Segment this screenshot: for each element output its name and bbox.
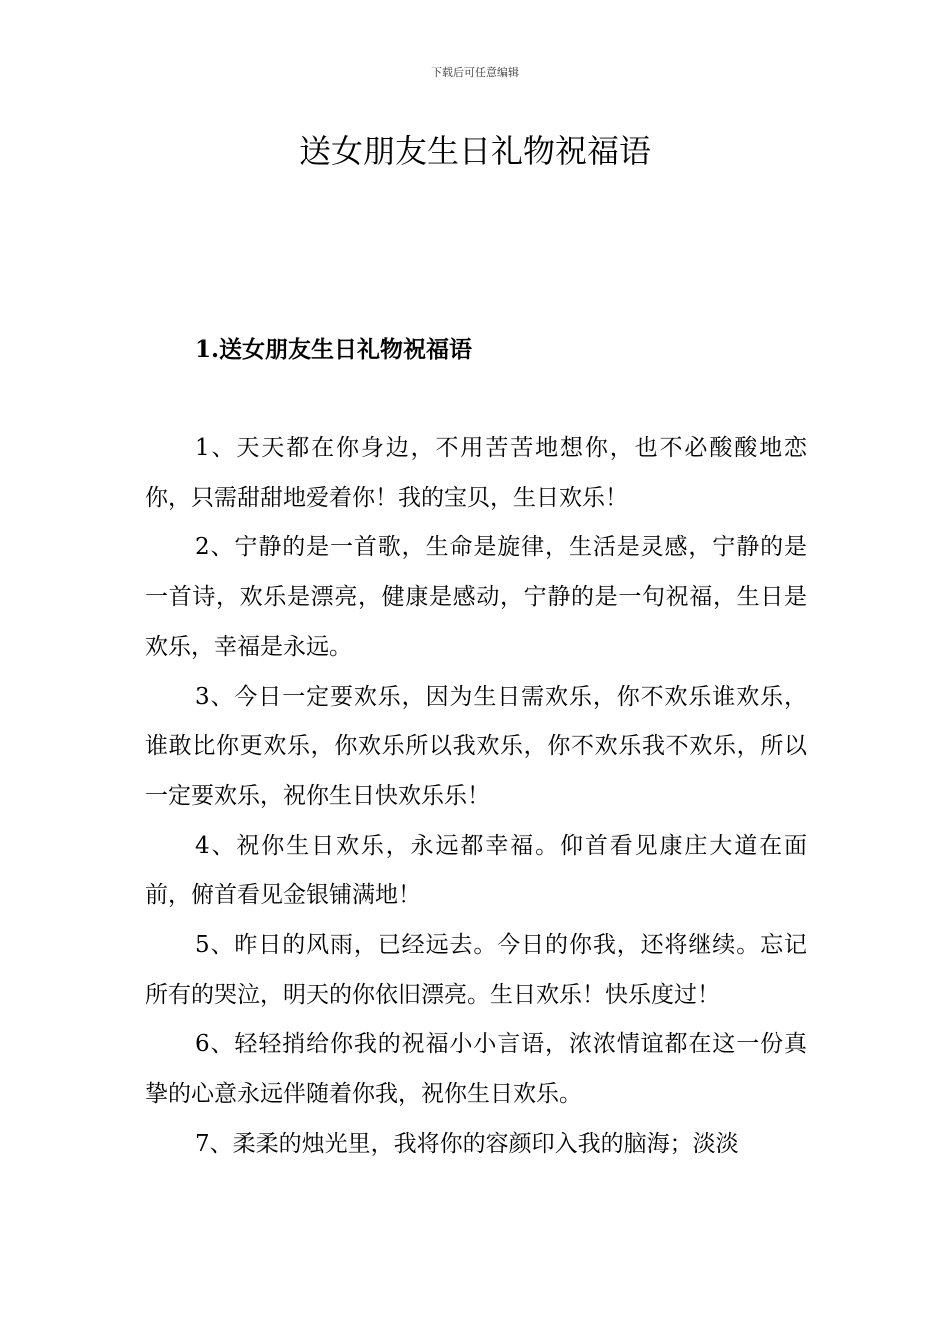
paragraph-1: 1、天天都在你身边，不用苦苦地想你，也不必酸酸地恋你，只需甜甜地爱着你！我的宝贝，生日欢乐！ [145, 435, 807, 511]
paragraph-4: 4、祝你生日欢乐，永远都幸福。仰首看见康庄大道在面前，俯首看见金银铺满地！ [145, 832, 807, 909]
section-heading: 1.送女朋友生日礼物祝福语 [195, 336, 473, 363]
header-note: 下载后可任意编辑 [431, 66, 519, 79]
paragraph-3: 3、今日一定要欢乐，因为生日需欢乐，你不欢乐谁欢乐，谁敢比你更欢乐，你欢乐所以我欢乐，你不欢乐我不欢乐，所以一定要欢乐，祝你生日快欢乐乐！ [145, 683, 807, 809]
body-text [145, 424, 807, 1170]
paragraph-6: 6、轻轻捎给你我的祝福小小言语，浓浓情谊都在这一份真挚的心意永远伴随着你我，祝你生日欢乐。 [145, 1031, 807, 1108]
paragraph-2: 2、宁静的是一首歌，生命是旋律，生活是灵感，宁静的是一首诗，欢乐是漂亮，健康是感动，宁静的是一句祝福，生日是欢乐，幸福是永远。 [145, 534, 807, 660]
paragraph-5: 5、昨日的风雨，已经远去。今日的你我，还将继续。忘记所有的哭泣，明天的你依旧漂亮。生日欢乐！快乐度过！ [145, 932, 807, 1008]
paragraph-7: 7、柔柔的烛光里，我将你的容颜印入我的脑海；淡淡 [195, 1130, 739, 1157]
document-title: 送女朋友生日礼物祝福语 [298, 132, 651, 170]
